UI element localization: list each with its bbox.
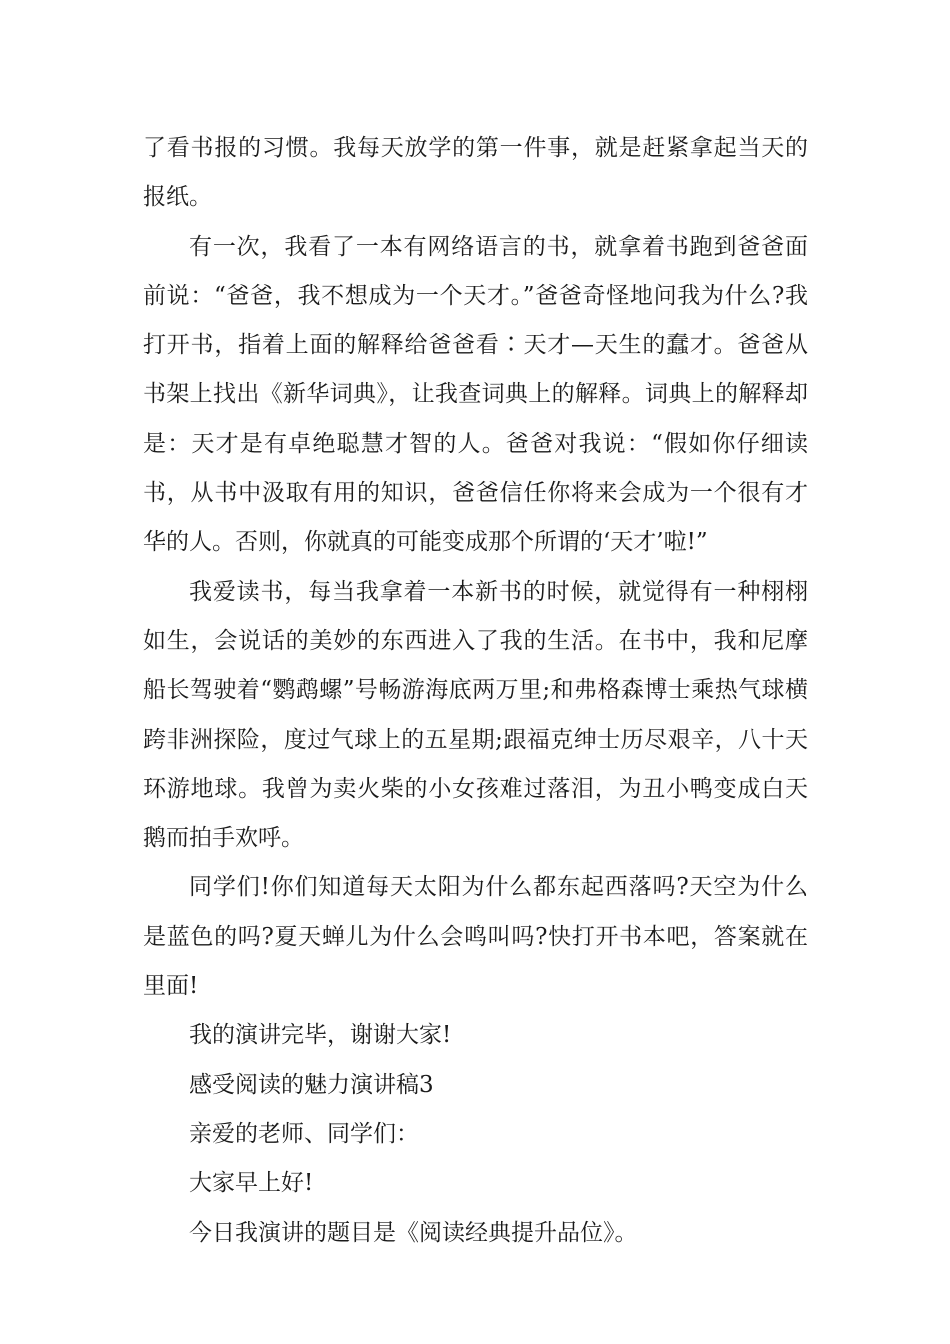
paragraph-genius-story: 有一次，我看了一本有网络语言的书，就拿着书跑到爸爸面前说：“爸爸，我不想成为一个天才。”爸爸奇怪地问我为什么?我打开书，指着上面的解释给爸爸看∶天才—天生的蠢才。爸爸从书架上找出《新华词典》，让我查词典上的解释。词典上的解释却是：天才是有卓绝聪慧才智的人。爸爸对我说：“假如你仔细读书，从书中汲取有用的知识，爸爸信任你将来会成为一个很有才华的人。否则，你就真的可能变成那个所谓的‘天才’啦!” <box>143 233 808 556</box>
speech-closing: 我的演讲完毕，谢谢大家! <box>189 1022 452 1049</box>
salutation: 亲爱的老师、同学们： <box>189 1120 419 1147</box>
section-title: 感受阅读的魅力演讲稿3 <box>189 1071 434 1098</box>
speech-topic: 今日我演讲的题目是《阅读经典提升品位》。 <box>189 1219 638 1246</box>
paragraph-love-reading: 我爱读书，每当我拿着一本新书的时候，就觉得有一种栩栩如生，会说话的美妙的东西进入了我的生活。在书中，我和尼摩船长驾驶着“鹦鹉螺”号畅游海底两万里;和弗格森博士乘热气球横跨非洲探险，度过气球上的五星期;跟福克绅士历尽艰辛，八十天环游地球。我曾为卖火柴的小女孩难过落泪，为丑小鸭变成白天鹅而拍手欢呼。 <box>143 578 808 852</box>
greeting: 大家早上好! <box>189 1170 314 1197</box>
paragraph-continued: 了看书报的习惯。我每天放学的第一件事，就是赶紧拿起当天的报纸。 <box>143 135 808 211</box>
paragraph-questions: 同学们!你们知道每天太阳为什么都东起西落吗?天空为什么是蓝色的吗?夏天蝉儿为什么会鸣叫吗?快打开书本吧，答案就在里面! <box>143 874 808 1000</box>
document-body <box>143 124 808 1258</box>
